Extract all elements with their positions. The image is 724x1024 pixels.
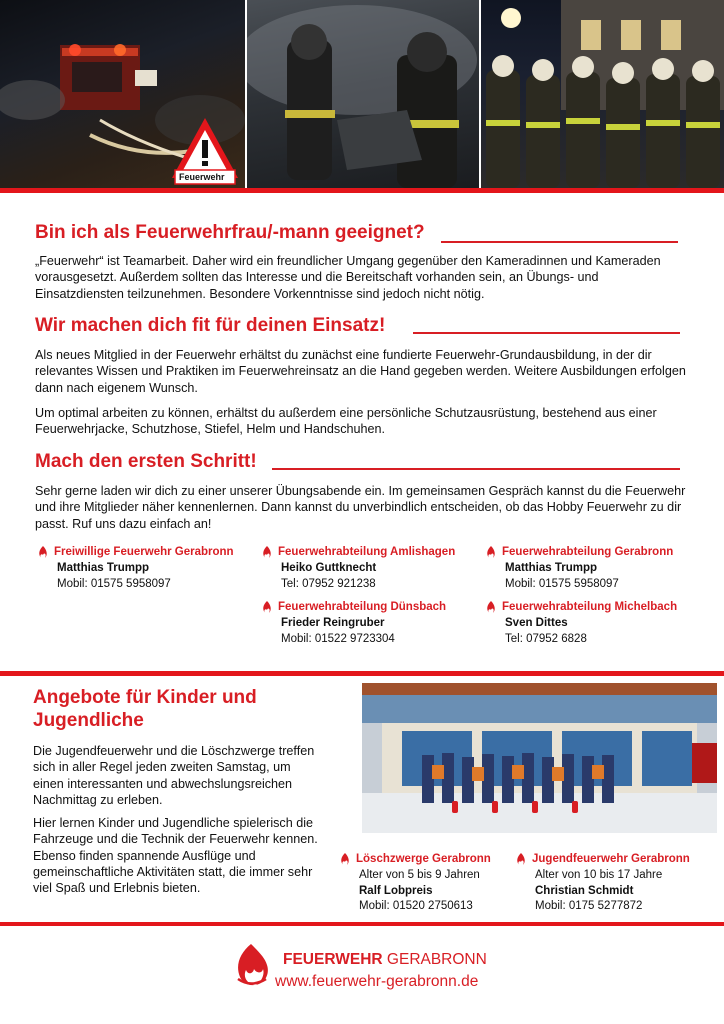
section1-underline (441, 241, 678, 243)
contact-org: Freiwillige Feuerwehr Gerabronn (54, 546, 234, 559)
contact-phone[interactable]: Mobil: 01575 5958097 (57, 577, 171, 590)
section3-underline (272, 468, 680, 470)
fire-salamander-logo-icon (226, 941, 276, 991)
fire-salamander-icon (259, 545, 275, 561)
youth-leader: Ralf Lobpreis (359, 884, 433, 897)
fire-salamander-icon (483, 545, 499, 561)
contact-phone[interactable]: Mobil: 01522 9723304 (281, 632, 395, 645)
fire-salamander-icon (483, 600, 499, 616)
contact-name: Heiko Guttknecht (281, 562, 377, 574)
section1-text: „Feuerwehr“ ist Teamarbeit. Daher wird ein freundlicher Umgang gegenüber den Kameradinnen und Kameraden vorausgesetzt. Außerdem sollten das Interesse und die Bereitschaft vorhanden sein, an Übungs- und Einsatzdiensten teilzunehmen. Besondere Vorkenntnisse sind jedoch nicht nötig. (35, 254, 661, 301)
photo-fire-truck-night (0, 0, 245, 188)
kids-text1: Die Jugendfeuerwehr und die Löschzwerge treffen sich in aller Regel jeden zweiten Samstag, um einen interessanten und abwechslungsreichen Nachmittag zu erleben. (33, 744, 315, 807)
youth-age: Alter von 5 bis 9 Jahren (359, 869, 480, 881)
contact-phone[interactable]: Tel: 07952 921238 (281, 577, 376, 590)
contact-card (483, 545, 673, 592)
contact-name: Frieder Reingruber (281, 617, 385, 629)
fire-salamander-icon (513, 852, 529, 868)
footer-divider (0, 922, 724, 926)
footer-title-light: GERABRONN (386, 951, 487, 968)
contact-org: Feuerwehrabteilung Michelbach (502, 601, 678, 614)
section1-title: Bin ich als Feuerwehrfrau/-mann geeignet? (35, 222, 425, 243)
section2-underline (413, 332, 680, 334)
youth-leader: Christian Schmidt (535, 884, 634, 897)
contact-org: Feuerwehrabteilung Gerabronn (502, 546, 674, 559)
fire-salamander-icon (35, 545, 51, 561)
contact-phone[interactable]: Mobil: 01575 5958097 (505, 577, 619, 590)
warning-sign-label: Feuerwehr (179, 172, 225, 182)
youth-phone[interactable]: Mobil: 0175 5277872 (535, 900, 643, 912)
footer-url-link[interactable]: www.feuerwehr-gerabronn.de (275, 973, 479, 990)
footer-title (283, 951, 487, 969)
kids-divider (0, 671, 724, 676)
section2-text2: Um optimal arbeiten zu können, erhältst du außerdem eine persönliche Schutzausrüstung, bestehend aus einer Feuerwehrjacke, Schutzhose, Stiefel, Helm und Handschuhen. (35, 406, 657, 437)
section2-text1: Als neues Mitglied in der Feuerwehr erhältst du zunächst eine fundierte Feuerwehr-Grundausbildung, in der dir relevantes Wissen und Praktiken im Feuerwehreinsatz an die Hand gegeben werden. Weitere Ausbildungen erfolgen dann nach eigenem Wunsch. (35, 348, 686, 395)
youth-age: Alter von 10 bis 17 Jahre (535, 869, 663, 881)
contact-card (483, 600, 677, 647)
contact-name: Matthias Trumpp (57, 562, 150, 574)
contact-card (35, 545, 234, 592)
youth-phone[interactable]: Mobil: 01520 2750613 (359, 900, 473, 912)
section3-text: Sehr gerne laden wir dich zu einer unserer Übungsabende ein. Im gemeinsamen Gespräch kannst du die Feuerwehr und ihre Mitglieder näher kennenlernen. Dann kannst du unverbindlich entscheiden, ob das Hobby Feuerwehr zu dir passt. Ruf uns dazu einfach an! (35, 484, 686, 531)
section2-title: Wir machen dich fit für deinen Einsatz! (35, 315, 386, 336)
header-divider (0, 188, 724, 193)
contact-name: Matthias Trumpp (505, 562, 598, 574)
youth-contact-card (337, 852, 491, 915)
contact-phone[interactable]: Tel: 07952 6828 (505, 632, 587, 645)
fire-salamander-icon (259, 600, 275, 616)
contact-org: Feuerwehrabteilung Dünsbach (278, 601, 447, 614)
contact-card (259, 545, 455, 592)
section3-title: Mach den ersten Schritt! (35, 451, 257, 472)
kids-title: Angebote für Kinder und Jugendliche (33, 687, 257, 731)
contact-name: Sven Dittes (505, 617, 568, 629)
photo-firefighters-smoke (247, 0, 479, 188)
contact-org: Feuerwehrabteilung Amlishagen (278, 546, 456, 559)
youth-org: Löschzwerge Gerabronn (356, 853, 491, 866)
footer-title-bold: FEUERWEHR (283, 951, 383, 968)
contact-card (259, 600, 446, 647)
youth-org: Jugendfeuerwehr Gerabronn (532, 853, 690, 866)
fire-salamander-icon (337, 852, 353, 868)
youth-contact-card (513, 852, 690, 915)
kids-text2: Hier lernen Kinder und Jugendliche spielerisch die Fahrzeuge und die Technik der Feuerwehr kennen. Ebenso finden spannende Ausflüge und gemeinschaftliche Aktivitäten statt, die immer sehr viel Spaß und Erlebnis bieten. (33, 816, 318, 896)
photo-youth-group (362, 683, 717, 833)
photo-firefighters-group (481, 0, 724, 188)
header-photo-strip (0, 0, 724, 188)
